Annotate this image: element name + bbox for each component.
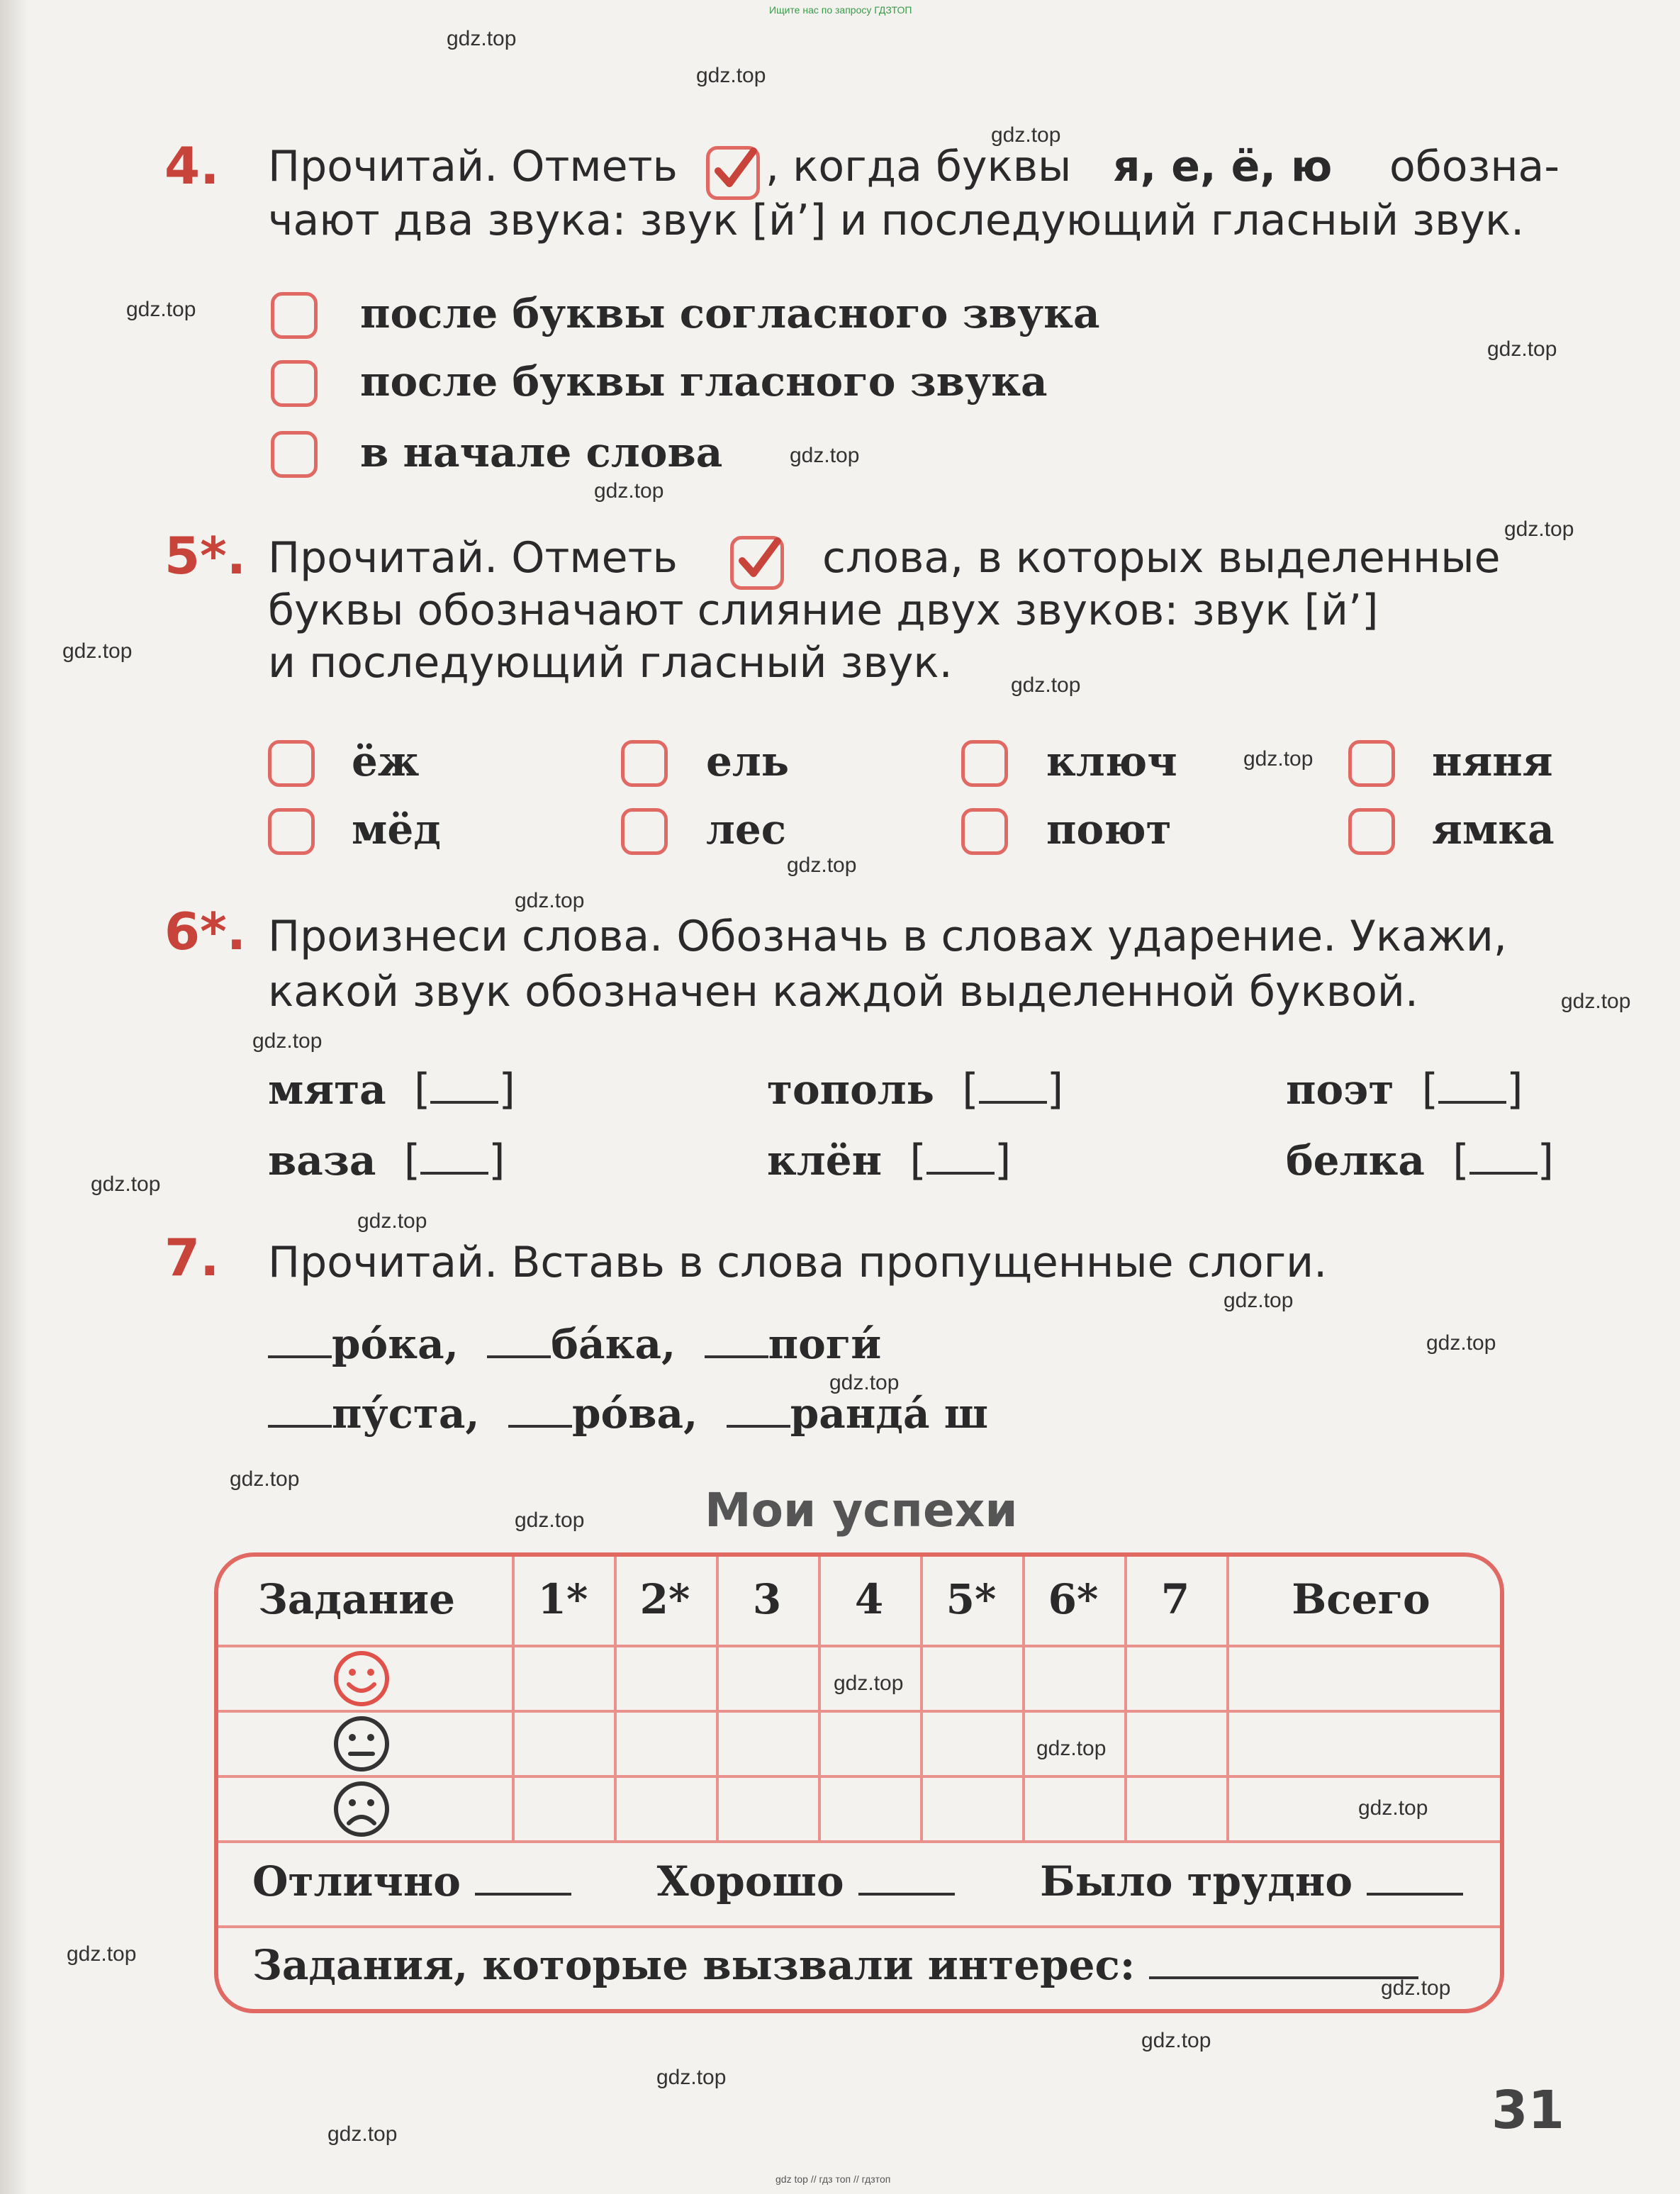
task5-number: 5*. xyxy=(164,526,247,586)
task6-word-2: ваза xyxy=(268,1136,376,1185)
footer-note: gdz top // гдз топ // гдзтоп xyxy=(775,2173,891,2185)
watermark: gdz.top xyxy=(357,1209,427,1233)
watermark: gdz.top xyxy=(515,1509,585,1532)
syllable-blank[interactable] xyxy=(268,1355,332,1358)
watermark: gdz.top xyxy=(1426,1331,1496,1355)
task7-word-2: ба́ка, xyxy=(551,1320,676,1368)
task6-word-1-row xyxy=(268,1065,515,1114)
rating-blank[interactable] xyxy=(858,1893,955,1896)
task7-word-6: рандá ш xyxy=(790,1389,989,1438)
task6-word-5-row xyxy=(1286,1065,1523,1114)
task6-line1: Произнеси слова. Обозначь в словах ударение. Укажи, xyxy=(268,912,1507,961)
interest-blank[interactable] xyxy=(1149,1976,1418,1979)
task5-line1a: Прочитай. Отметь xyxy=(268,533,678,583)
header-note: Ищите нас по запросу ГДЗТОП xyxy=(769,4,912,16)
sad-face-icon xyxy=(332,1779,391,1839)
task4-letters: я, е, ё, ю xyxy=(1113,142,1333,191)
success-title: Мои успехи xyxy=(705,1483,1018,1538)
watermark: gdz.top xyxy=(829,1371,900,1394)
watermark: gdz.top xyxy=(1504,517,1574,541)
rating-row xyxy=(252,1857,1463,1905)
watermark: gdz.top xyxy=(252,1029,323,1053)
table-divider xyxy=(218,1710,1500,1713)
page-spine-shadow xyxy=(0,0,28,2194)
task5-checkbox-2[interactable] xyxy=(268,808,315,855)
task6-word-4: клён xyxy=(767,1136,883,1185)
task7-row1 xyxy=(268,1320,881,1368)
watermark: gdz.top xyxy=(656,2066,727,2089)
task6-word-1: мята xyxy=(268,1065,386,1114)
task7-word-1: ро́ка, xyxy=(332,1320,459,1368)
task5-word-4: лес xyxy=(706,805,787,853)
table-divider xyxy=(218,1840,1500,1843)
table-col-header: 6* xyxy=(1048,1575,1099,1623)
task7-line1: Прочитай. Вставь в слова пропущенные слоги. xyxy=(268,1238,1328,1287)
sound-answer-box[interactable]: [ ] xyxy=(948,1065,1064,1114)
watermark: gdz.top xyxy=(787,853,857,877)
task6-number: 6*. xyxy=(164,902,247,961)
watermark: gdz.top xyxy=(1243,747,1314,771)
table-total-header: Всего xyxy=(1292,1575,1430,1623)
watermark: gdz.top xyxy=(1223,1289,1294,1312)
task6-word-3-row xyxy=(767,1065,1063,1114)
watermark: gdz.top xyxy=(67,1942,137,1966)
task6-word-4-row xyxy=(767,1136,1011,1185)
watermark: gdz.top xyxy=(1141,2029,1211,2052)
watermark: gdz.top xyxy=(1381,1976,1451,2000)
task5-word-7: няня xyxy=(1432,737,1553,785)
rating-good: Хорошо xyxy=(656,1857,844,1905)
task5-line3: и последующий гласный звук. xyxy=(268,638,953,688)
watermark: gdz.top xyxy=(1487,337,1557,361)
task4-line1c: обозна- xyxy=(1389,142,1559,191)
task4-checkbox-2[interactable] xyxy=(271,360,318,407)
table-col-header: 3 xyxy=(752,1575,782,1623)
task4-number: 4. xyxy=(164,136,220,196)
table-col-header: 2* xyxy=(639,1575,690,1623)
task5-checkbox-1[interactable] xyxy=(268,740,315,787)
syllable-blank[interactable] xyxy=(508,1425,572,1428)
sound-answer-box[interactable]: [ ] xyxy=(896,1136,1012,1185)
page-number: 31 xyxy=(1491,2080,1564,2141)
task5-checkbox-8[interactable] xyxy=(1348,808,1395,855)
task7-word-4: пу́ста, xyxy=(332,1389,480,1438)
task5-word-3: ель xyxy=(706,737,790,785)
sound-answer-box[interactable]: [ ] xyxy=(1408,1065,1523,1114)
watermark: gdz.top xyxy=(447,27,517,50)
task4-option-1: после буквы согласного звука xyxy=(360,289,1100,337)
task4-line1a: Прочитай. Отметь xyxy=(268,142,678,191)
watermark: gdz.top xyxy=(1036,1737,1107,1760)
watermark: gdz.top xyxy=(1011,673,1081,697)
table-col-header: 7 xyxy=(1160,1575,1190,1623)
task4-checkbox-3[interactable] xyxy=(271,431,318,478)
check-mark-icon xyxy=(706,146,760,200)
task4-checkbox-1[interactable] xyxy=(271,292,318,339)
task6-word-2-row xyxy=(268,1136,505,1185)
interest-row xyxy=(252,1941,1418,1989)
interest-label: Задания, которые вызвали интерес: xyxy=(252,1941,1136,1989)
table-col-header: 1* xyxy=(537,1575,588,1623)
task6-line2: какой звук обозначен каждой выделенной буквой. xyxy=(268,967,1418,1017)
task5-checkbox-6[interactable] xyxy=(961,808,1008,855)
task4-option-2: после буквы гласного звука xyxy=(360,357,1048,405)
watermark: gdz.top xyxy=(515,889,585,912)
watermark: gdz.top xyxy=(327,2122,398,2146)
syllable-blank[interactable] xyxy=(727,1425,790,1428)
syllable-blank[interactable] xyxy=(705,1355,768,1358)
task5-word-6: поют xyxy=(1046,805,1172,853)
task6-word-6-row xyxy=(1286,1136,1554,1185)
task5-word-1: ёж xyxy=(352,737,420,785)
rating-blank[interactable] xyxy=(475,1893,571,1896)
table-divider xyxy=(218,1925,1500,1928)
sound-answer-box[interactable]: [ ] xyxy=(390,1136,505,1185)
task7-row2 xyxy=(268,1389,988,1438)
watermark: gdz.top xyxy=(1358,1796,1428,1820)
neutral-face-icon xyxy=(332,1714,391,1774)
task7-word-3: поги́ xyxy=(768,1320,882,1368)
task6-word-6: белка xyxy=(1286,1136,1425,1185)
rating-excellent: Отлично xyxy=(252,1857,461,1905)
syllable-blank[interactable] xyxy=(487,1355,551,1358)
watermark: gdz.top xyxy=(126,298,196,321)
watermark: gdz.top xyxy=(594,479,664,503)
watermark: gdz.top xyxy=(790,444,860,467)
rating-difficult: Было трудно xyxy=(1040,1857,1353,1905)
task4-line1b: , когда буквы xyxy=(766,142,1072,191)
table-divider xyxy=(218,1775,1500,1778)
table-col-header: 5* xyxy=(946,1575,997,1623)
watermark: gdz.top xyxy=(91,1172,161,1196)
watermark: gdz.top xyxy=(834,1672,904,1695)
task4-option-3: в начале слова xyxy=(360,428,723,476)
task6-word-3: тополь xyxy=(767,1065,935,1114)
sound-answer-box[interactable]: [ ] xyxy=(1439,1136,1555,1185)
check-mark-icon xyxy=(730,536,784,590)
watermark: gdz.top xyxy=(230,1467,300,1491)
task7-number: 7. xyxy=(164,1228,220,1287)
watermark: gdz.top xyxy=(62,639,133,663)
task5-line1b: слова, в которых выделенные xyxy=(822,533,1501,583)
watermark: gdz.top xyxy=(991,123,1061,147)
watermark: gdz.top xyxy=(696,64,766,87)
sound-answer-box[interactable]: [ ] xyxy=(400,1065,515,1114)
task5-word-8: ямка xyxy=(1432,805,1555,853)
task4-line2: чают два звука: звук [й’] и последующий гласный звук. xyxy=(268,196,1525,245)
task5-checkbox-7[interactable] xyxy=(1348,740,1395,787)
happy-face-icon xyxy=(332,1649,391,1708)
rating-blank[interactable] xyxy=(1367,1893,1463,1896)
table-divider xyxy=(218,1645,1500,1647)
table-header-label: Задание xyxy=(258,1575,456,1623)
task6-word-5: поэт xyxy=(1286,1065,1394,1114)
task5-checkbox-5[interactable] xyxy=(961,740,1008,787)
task7-word-5: ро́ва, xyxy=(572,1389,698,1438)
task5-line2: буквы обозначают слияние двух звуков: звук [й’] xyxy=(268,586,1379,635)
watermark: gdz.top xyxy=(1561,990,1631,1013)
syllable-blank[interactable] xyxy=(268,1425,332,1428)
task5-word-2: мёд xyxy=(352,805,441,853)
table-col-header: 4 xyxy=(854,1575,884,1623)
task5-checkbox-4[interactable] xyxy=(621,808,668,855)
task5-checkbox-3[interactable] xyxy=(621,740,668,787)
task5-word-5: ключ xyxy=(1046,737,1177,785)
success-table xyxy=(214,1552,1504,2013)
